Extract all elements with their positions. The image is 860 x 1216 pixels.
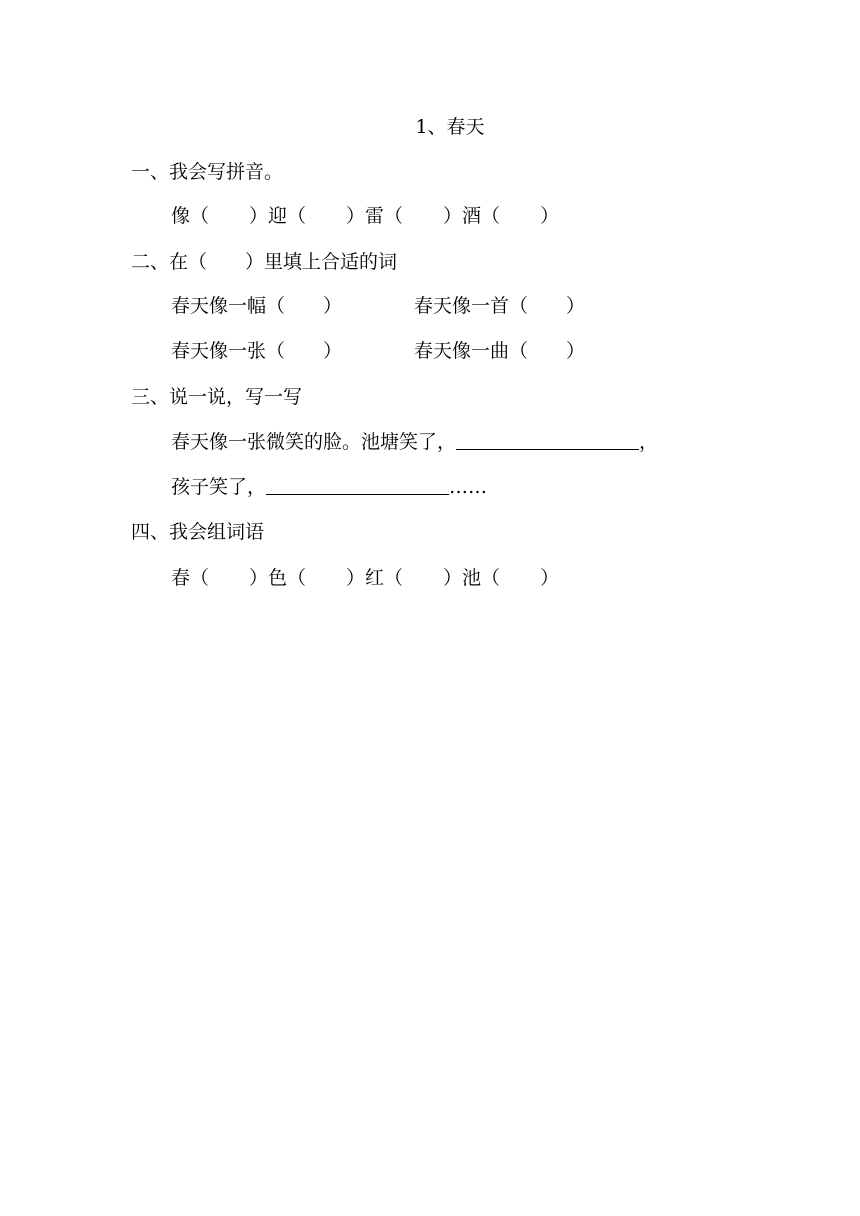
word-group-item: ） [540, 567, 560, 589]
fill-item: 春天像一幅（ ） [171, 295, 343, 317]
word-group-item: ）池（ [443, 567, 501, 589]
section-heading-pinyin: 一、我会写拼音。 [131, 161, 284, 183]
fill-item: 春天像一首（ ） [414, 295, 586, 317]
pinyin-item: 像（ [171, 205, 210, 227]
section-heading-word-groups: 四、我会组词语 [131, 521, 265, 543]
word-group-row [171, 566, 559, 590]
section-heading-speak-write: 三、说一说，写一写 [131, 386, 303, 408]
section-heading-fill-words: 二、在（ ）里填上合适的词 [131, 251, 398, 273]
sentence-text: 春天像一张微笑的脸。池塘笑了， [171, 431, 457, 453]
answer-underline[interactable] [456, 448, 639, 450]
sentence-line [171, 475, 487, 499]
sentence-text: 孩子笑了， [171, 476, 267, 498]
sentence-punctuation: ， [639, 431, 659, 453]
word-group-item: ）红（ [346, 567, 404, 589]
word-group-item: ）色（ [249, 567, 307, 589]
sentence-line [171, 430, 658, 454]
pinyin-item: ）雷（ [346, 205, 404, 227]
pinyin-item: ）迎（ [249, 205, 307, 227]
fill-item: 春天像一张（ ） [171, 340, 343, 362]
word-group-item: 春（ [171, 567, 210, 589]
pinyin-item: ）酒（ [443, 205, 501, 227]
pinyin-item: ） [540, 205, 560, 227]
sentence-ellipsis: …… [449, 476, 488, 498]
answer-underline[interactable] [266, 493, 449, 495]
pinyin-row [171, 204, 559, 228]
page-title: 1、春天 [415, 116, 485, 138]
fill-item: 春天像一曲（ ） [414, 340, 586, 362]
